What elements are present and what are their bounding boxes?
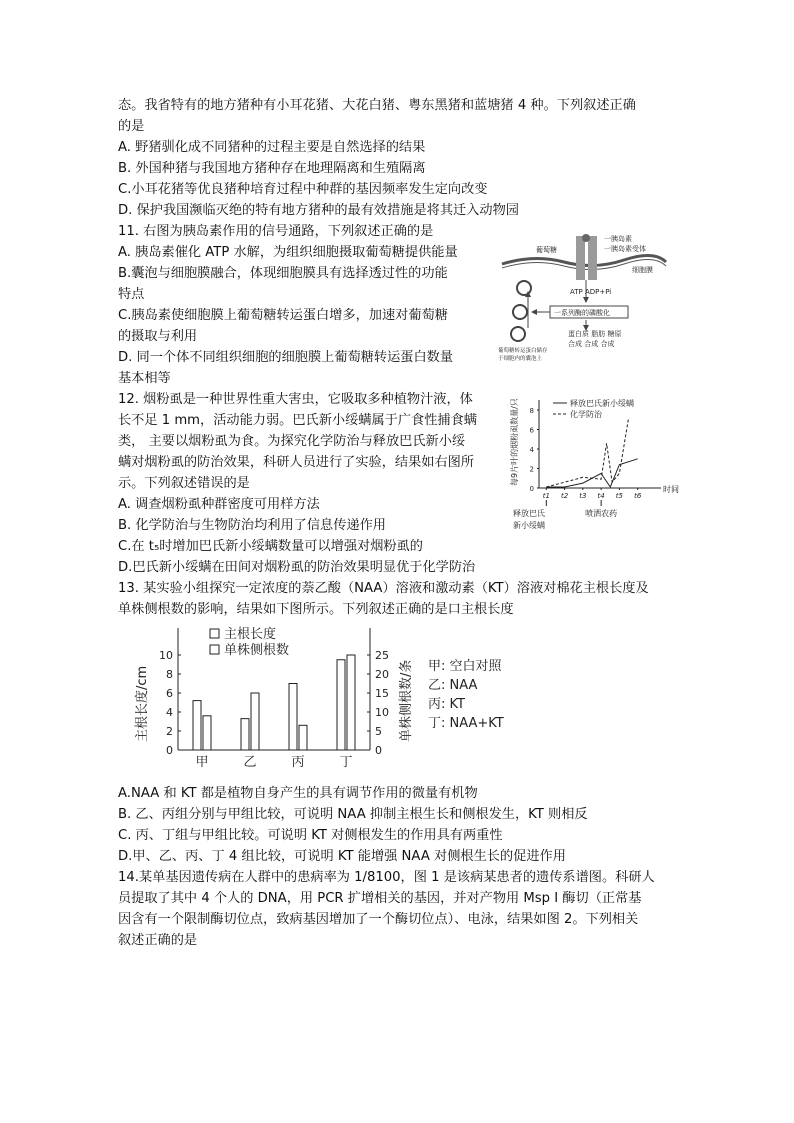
q12-option-c: C.在 t₅时增加巴氏新小绥螨数量可以增强对烟粉虱的 — [118, 539, 423, 554]
legend-label: 主根长度 — [224, 627, 277, 642]
q11-option-c-line2: 的摄取与利用 — [118, 329, 198, 344]
bar-lateral-root-count — [347, 655, 355, 750]
legend-label: 化学防治 — [570, 410, 602, 419]
q13-option-a: A.NAA 和 KT 都是植物自身产生的具有调节作用的微量有机物 — [118, 786, 478, 801]
bar-lateral-root-count — [251, 693, 259, 750]
x-tick-label: t5 — [615, 492, 624, 500]
atp-label: ATP ADP+Pi — [570, 288, 612, 296]
synthesis-label: 蛋白质 脂肪 糖原 — [568, 330, 622, 338]
y-axis-label: 每9片叶的烟粉虱数量/只 — [510, 398, 519, 486]
vesicle-label: 葡萄糖转运蛋白储存 — [498, 348, 548, 354]
q12-stem-line2: 长不足 1 mm，活动能力弱。巴氏新小绥螨属于广食性捕食螨 — [118, 413, 477, 428]
category-label: 丁 — [339, 755, 353, 770]
y-tick-label: 8 — [529, 407, 534, 415]
q11-option-b-line2: 特点 — [118, 287, 145, 302]
x-tick-label: t1 — [542, 492, 550, 500]
category-label: 甲 — [195, 755, 209, 770]
q13-stem-line2: 单株侧根数的影响，结果如下图所示。下列叙述正确的是口主根长度 — [118, 602, 514, 617]
q14-stem-line2: 员提取了其中 4 个人的 DNA，用 PCR 扩增相关的基因，并对产物用 Msp Ⅰ 酶切（正常基 — [118, 891, 642, 906]
y-tick-label: 4 — [529, 446, 534, 454]
q13-stem-line1: 13. 某实验小组探究一定浓度的萘乙酸（NAA）溶液和激动素（KT）溶液对棉花主根长度及 — [118, 581, 649, 596]
glucose-label: 葡萄糖 — [536, 246, 557, 254]
y-tick-label: 0 — [529, 485, 534, 493]
annotation-label: 新小绥螨 — [513, 521, 545, 530]
q10-stem-line1: 态。我省特有的地方猪种有小耳花猪、大花白猪、粤东黑猪和蓝塘猪 4 种。下列叙述正确 — [118, 98, 636, 113]
q12-stem-line5: 示。下列叙述错误的是 — [118, 476, 250, 491]
insulin-label: 一胰岛素 — [604, 235, 632, 243]
q13-option-b: B. 乙、丙组分别与甲组比较，可说明 NAA 抑制主根生长和侧根发生，KT 则相反 — [118, 807, 588, 822]
group-key-label: 甲: 空白对照 — [428, 659, 502, 674]
q10-stem-line2: 的是 — [118, 119, 145, 134]
whitefly-line-chart — [505, 396, 679, 546]
bar-main-root-length — [289, 684, 297, 751]
vesicle-label: 于细胞内的囊泡上 — [498, 356, 543, 362]
annotation-label: 释放巴氏 — [513, 509, 545, 518]
x-axis-label: 时间 — [663, 485, 679, 494]
insulin-molecule — [582, 234, 590, 242]
y-axis-label: 主根长度/cm — [135, 665, 150, 742]
q10-option-b: B. 外国种猪与我国地方猪种存在地理隔离和生殖隔离 — [118, 161, 426, 176]
legend-label: 单株侧根数 — [224, 643, 290, 658]
q12-option-d: D.巴氏新小绥螨在田间对烟粉虱的防治效果明显优于化学防治 — [118, 560, 476, 575]
x-tick-label: t4 — [597, 492, 605, 500]
x-tick-label: t2 — [560, 492, 569, 500]
q14-stem-line1: 14.某单基因遗传病在人群中的患病率为 1/8100，图 1 是该病某患者的遗传系谱图。科研人 — [118, 870, 655, 885]
q10-option-a: A. 野猪驯化成不同猪种的过程主要是自然选择的结果 — [118, 140, 426, 155]
root-bar-chart — [118, 622, 538, 782]
q10-option-c: C.小耳花猪等优良猪种培育过程中种群的基因频率发生定向改变 — [118, 182, 488, 197]
q11-option-d-line1: D. 同一个体不同组织细胞的细胞膜上葡萄糖转运蛋白数量 — [118, 350, 454, 365]
y-tick-label: 2 — [529, 465, 534, 474]
q13-option-d: D.甲、乙、丙、丁 4 组比较，可说明 KT 能增强 NAA 对侧根生长的促进作用 — [118, 849, 566, 864]
q14-stem-line3: 因含有一个限制酶切位点，致病基因增加了一个酶切位点）、电泳，结果如图 2。下列相关 — [118, 912, 639, 927]
insulin-pathway-diagram — [494, 232, 668, 362]
legend-label: 释放巴氏新小绥螨 — [570, 399, 634, 408]
x-tick-label: t3 — [579, 492, 587, 500]
series-line-2 — [546, 418, 628, 487]
group-key-label: 丙: KT — [428, 697, 465, 712]
category-label: 丙 — [291, 755, 305, 770]
receptor-label: 一胰岛素受体 — [604, 245, 646, 253]
series-line-1 — [546, 459, 637, 487]
q11-option-a: A. 胰岛素催化 ATP 水解，为组织细胞摄取葡萄糖提供能量 — [118, 245, 458, 260]
category-label: 乙 — [243, 755, 257, 770]
bar-lateral-root-count — [299, 725, 307, 750]
legend-swatch — [210, 645, 219, 654]
y-tick-label: 2 — [166, 725, 173, 738]
q13-option-c: C. 丙、丁组与甲组比较。可说明 KT 对侧根发生的作用具有两重性 — [118, 828, 503, 843]
cascade-label: 一系列酶的磷酸化 — [554, 309, 610, 317]
y-tick-label: 4 — [166, 706, 173, 719]
y2-tick-label: 25 — [375, 649, 389, 662]
q11-option-b-line1: B.囊泡与细胞膜融合，体现细胞膜具有选择透过性的功能 — [118, 266, 448, 281]
q14-stem-line4: 叙述正确的是 — [118, 933, 198, 948]
q11-option-d-line2: 基本相等 — [118, 371, 171, 386]
y2-tick-label: 5 — [375, 725, 382, 738]
q12-option-b: B. 化学防治与生物防治均利用了信息传递作用 — [118, 518, 386, 533]
bar-main-root-length — [193, 701, 201, 750]
insulin-receptor — [576, 236, 585, 280]
membrane-label: 细胞膜 — [632, 266, 653, 274]
y2-axis-label: 单株侧根数/条 — [399, 659, 414, 742]
q11-option-c-line1: C.胰岛素使细胞膜上葡萄糖转运蛋白增多，加速对葡萄糖 — [118, 308, 448, 323]
group-key-label: 丁: NAA+KT — [428, 716, 504, 731]
legend-swatch — [210, 629, 219, 638]
y-tick-label: 0 — [166, 744, 173, 757]
y-tick-label: 6 — [529, 426, 534, 435]
x-tick-label: t6 — [634, 492, 642, 500]
y-tick-label: 8 — [166, 668, 173, 681]
q12-option-a: A. 调查烟粉虱种群密度可用样方法 — [118, 497, 320, 512]
y-tick-label: 6 — [166, 687, 173, 700]
synthesis-label: 合成 合成 合成 — [568, 340, 615, 348]
q11-stem: 11. 右图为胰岛素作用的信号通路，下列叙述正确的是 — [118, 224, 434, 239]
y2-tick-label: 20 — [375, 668, 389, 681]
q10-option-d: D. 保护我国濒临灭绝的特有地方猪种的最有效措施是将其迁入动物园 — [118, 203, 519, 218]
q12-stem-line3: 类， 主要以烟粉虱为食。为探究化学防治与释放巴氏新小绥 — [118, 434, 466, 449]
bar-lateral-root-count — [203, 716, 211, 750]
y-tick-label: 10 — [159, 649, 173, 662]
y2-tick-label: 15 — [375, 687, 389, 700]
group-key-label: 乙: NAA — [428, 678, 478, 693]
annotation-label: 喷洒农药 — [585, 509, 618, 518]
y2-tick-label: 0 — [375, 744, 382, 757]
q12-stem-line1: 12. 烟粉虱是一种世界性重大害虫，它吸取多种植物汁液，体 — [118, 392, 473, 407]
q12-stem-line4: 螨对烟粉虱的防治效果，科研人员进行了实验，结果如右图所 — [118, 455, 475, 470]
y2-tick-label: 10 — [375, 706, 389, 719]
bar-main-root-length — [241, 719, 249, 750]
bar-main-root-length — [337, 660, 345, 750]
